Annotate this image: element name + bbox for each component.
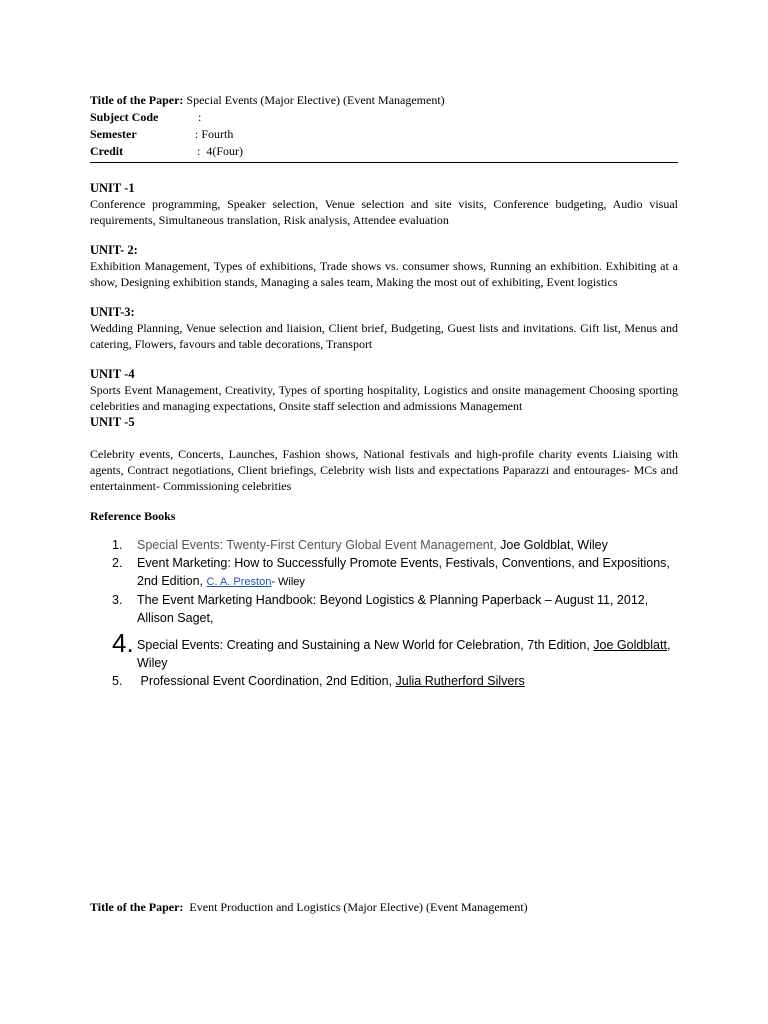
unit-5 <box>90 414 678 494</box>
reference-text <box>137 672 678 690</box>
unit-heading: UNIT -4 <box>90 367 135 381</box>
unit-heading: UNIT -5 <box>90 415 135 429</box>
semester-row <box>90 126 678 143</box>
unit-1 <box>90 180 678 228</box>
reference-text <box>137 536 678 554</box>
unit-body: Wedding Planning, Venue selection and liaision, Client brief, Budgeting, Guest lists and invitations. Gift list, Menus and catering, Flowers, favours and table decorations, Transport <box>90 321 678 351</box>
next-paper-title <box>90 899 528 916</box>
reference-part: Special Events: <box>137 538 224 552</box>
unit-body: Conference programming, Speaker selection, Venue selection and site visits, Conference budgeting, Audio visual requirements, Simultaneous translation, Risk analysis, Attendee evaluation <box>90 197 678 227</box>
reference-item <box>90 672 678 690</box>
title-value: Special Events (Major Elective) (Event Management) <box>183 93 445 107</box>
reference-text <box>137 631 678 672</box>
reference-item <box>90 628 678 672</box>
author-link[interactable]: C. A. Preston <box>206 576 272 588</box>
title-value: Event Production and Logistics (Major Elective) (Event Management) <box>186 900 528 914</box>
reference-part: Special Events: Creating and Sustaining a New World for Celebration, 7th Edition, <box>137 638 594 652</box>
reference-number: 3. <box>112 593 123 607</box>
reference-item <box>90 591 678 627</box>
author-link[interactable]: Julia Rutherford Silvers <box>395 674 525 688</box>
credit-label: Credit <box>90 144 124 158</box>
semester-label: Semester <box>90 127 137 141</box>
unit-heading: UNIT- 2: <box>90 243 138 257</box>
unit-4 <box>90 366 678 414</box>
reference-item <box>90 554 678 591</box>
semester-value: : Fourth <box>195 127 234 141</box>
reference-part: , Wiley <box>137 638 671 670</box>
title-label: Title of the Paper: <box>90 900 184 914</box>
reference-part: Professional Event Coordination, 2nd Edition, <box>137 674 396 688</box>
unit-heading: UNIT-3: <box>90 305 135 319</box>
reference-text <box>137 554 678 591</box>
reference-number: 4. <box>112 628 134 658</box>
credit-row <box>90 143 678 160</box>
title-label: Title of the Paper: <box>90 93 184 107</box>
unit-heading: UNIT -1 <box>90 181 135 195</box>
reference-list <box>90 536 678 690</box>
unit-2 <box>90 242 678 290</box>
reference-text: The Event Marketing Handbook: Beyond Logistics & Planning Paperback – August 11, 2012, Allison Saget, <box>137 593 649 625</box>
reference-part: Event Marketing: How to Successfully Promote Events, Festivals, Conventions, and Expositions, 2nd Edition, <box>137 556 670 588</box>
reference-part: - Wiley <box>271 576 305 588</box>
reference-part: Joe Goldblat, Wiley <box>496 538 608 552</box>
unit-body: Sports Event Management, Creativity, Types of sporting hospitality, Logistics and onsite management Choosing sporting celebrities and managing expectations, Onsite staff selection and admissions Management <box>90 383 678 413</box>
reference-books-heading: Reference Books <box>90 509 176 523</box>
subject-code-value: : <box>198 110 202 124</box>
title-row <box>90 92 678 109</box>
author-link[interactable]: Joe Goldblatt <box>593 638 667 652</box>
subject-code-label: Subject Code <box>90 110 159 124</box>
unit-body: Exhibition Management, Types of exhibitions, Trade shows vs. consumer shows, Running an exhibition. Exhibiting at a show, Designing exhibition stands, Managing a sales team, Making the most out of exhibiting, Event logistics <box>90 259 678 289</box>
reference-number: 5. <box>112 674 123 688</box>
reference-number: 2. <box>112 556 123 570</box>
syllabus-page <box>90 92 678 690</box>
unit-body: Celebrity events, Concerts, Launches, Fashion shows, National festivals and high-profile charity events Liaising with agents, Contract negotiations, Client briefings, Celebrity wish lists and expectations Paparazzi and entourages- MCs and entertainment- Commissioning celebrities <box>90 447 678 493</box>
reference-number: 1. <box>112 538 123 552</box>
unit-3 <box>90 304 678 352</box>
header-divider <box>90 162 678 163</box>
credit-value: : 4(Four) <box>197 144 243 158</box>
reference-part: Twenty-First Century Global Event Management, <box>223 538 497 552</box>
reference-item <box>90 536 678 554</box>
subject-code-row <box>90 109 678 126</box>
paper-header <box>90 92 678 163</box>
